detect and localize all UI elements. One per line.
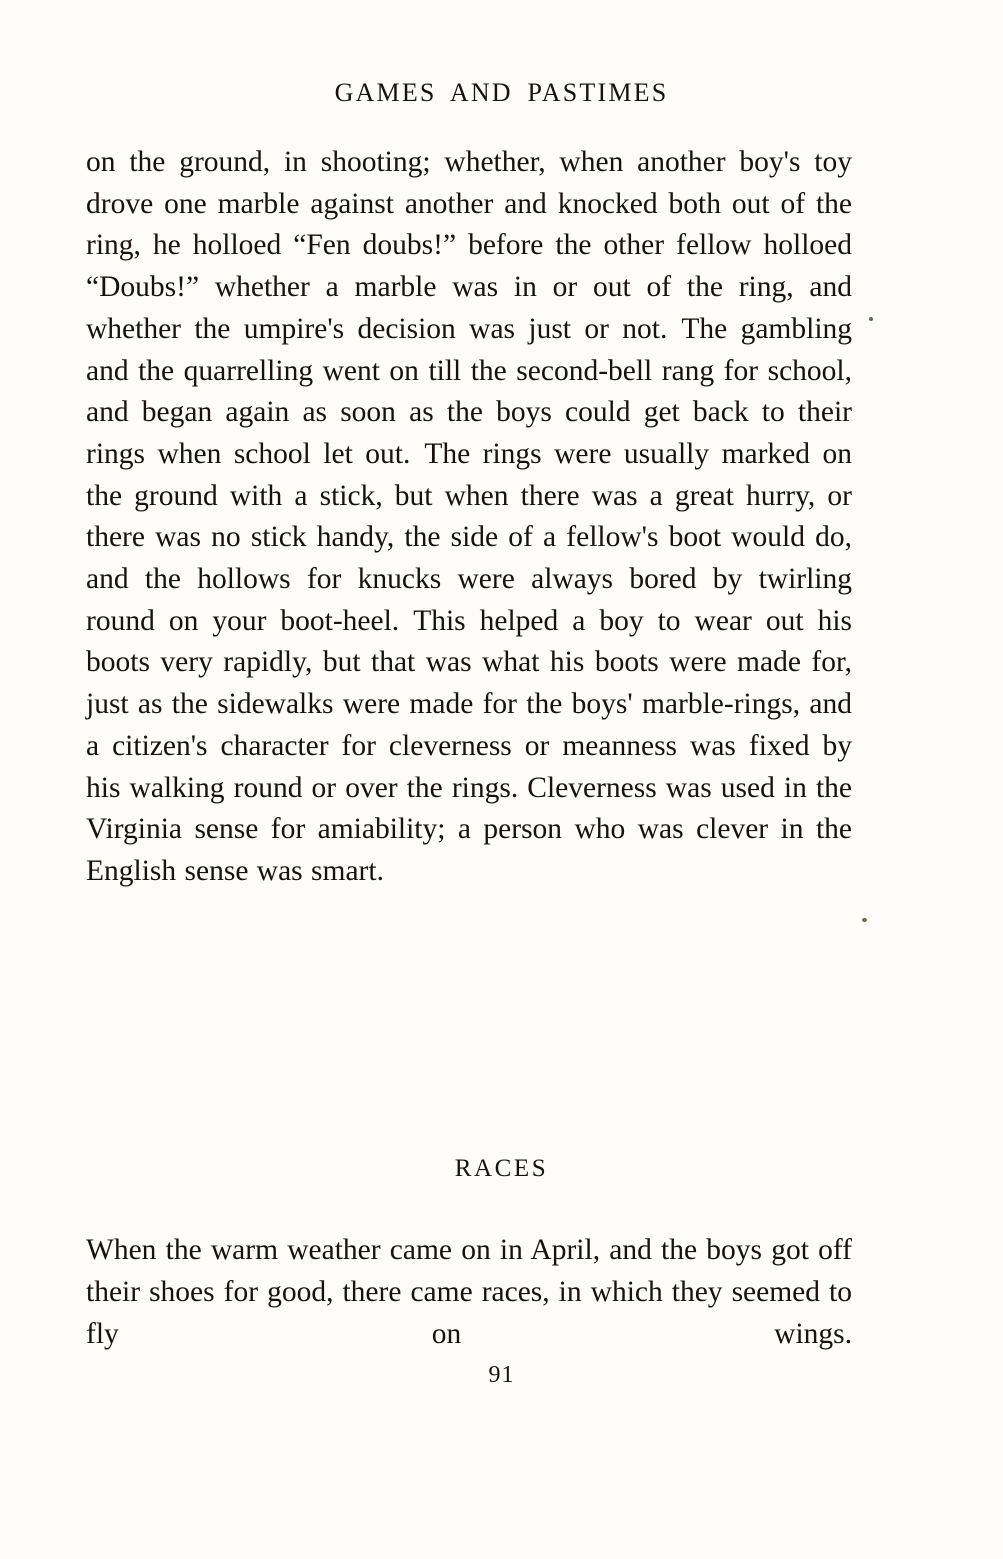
paragraph-races-opening xyxy=(86,1229,852,1355)
page-number: 91 xyxy=(488,1362,515,1388)
paragraph-continued xyxy=(86,142,852,893)
paragraph-segment-3: The rings were usually marked on the ground with a stick, but when there was a great hurry, or there was no stick handy, the side of a fellow's boot would do, and the hollows for knucks were always bored by twirling round on your boot-heel. xyxy=(86,437,852,637)
paragraph-segment-4: This helped a boy to wear out his boots very rapidly, but that was what his boots were made for, just as the sidewalks were made for the boys' marble-rings, and a citizen's character for cleverness or meanness was fixed by his walking round or over the rings. Cleverness was used in the Virginia sense for amiability; a person who was clever in the English sense was smart. xyxy=(86,604,852,887)
paper-speck-icon xyxy=(869,317,873,321)
paper-speck-icon xyxy=(862,918,867,922)
running-head: GAMES AND PASTIMES xyxy=(334,78,669,107)
paragraph-segment-2: The gambling and the quarrelling went on till the second-bell rang for school, and began again as soon as the boys could get back to their rings when school let out. xyxy=(86,312,853,470)
section-heading-races: RACES xyxy=(454,1155,549,1182)
paragraph-races-text: When the warm weather came on in April, and the boys got off their shoes for good, there came races, in which they seemed to fly on wings. xyxy=(86,1234,852,1350)
paragraph-segment-1: on the ground, in shooting; whether, when another boy's toy drove one marble against another and knocked both out of the ring, he holloed “Fen doubs!” before the other fellow holloed “Doubs!” whether a marble was in or out of the ring, and whether the umpire's decision was just or not. xyxy=(86,146,852,345)
body-text-block xyxy=(86,142,852,893)
